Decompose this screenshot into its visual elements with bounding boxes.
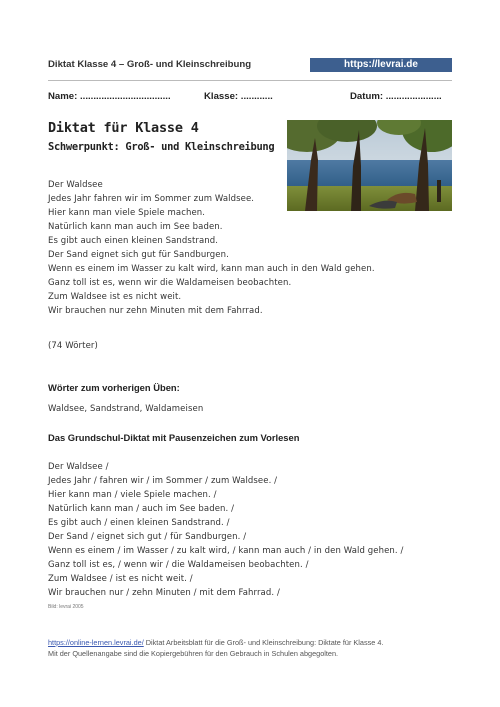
- dictation-line: Der Sand eignet sich gut für Sandburgen.: [48, 250, 229, 260]
- word-count: (74 Wörter): [48, 341, 98, 351]
- dictation-line: Es gibt auch einen kleinen Sandstrand.: [48, 236, 219, 246]
- url-badge[interactable]: https://levrai.de: [310, 58, 452, 72]
- footer-note: [48, 638, 458, 659]
- dictation-line: Jedes Jahr fahren wir im Sommer zum Waldsee.: [48, 194, 255, 204]
- read-aloud-line: Wir brauchen nur / zehn Minuten / mit dem Fahrrad. /: [48, 588, 280, 598]
- read-aloud-line: Hier kann man / viele Spiele machen. /: [48, 490, 217, 500]
- dictation-line: Zum Waldsee ist es nicht weit.: [48, 292, 182, 302]
- worksheet-header-title: Diktat Klasse 4 – Groß- und Kleinschreibung: [48, 59, 252, 70]
- practice-words: Waldsee, Sandstrand, Waldameisen: [48, 404, 204, 414]
- page-subtitle: Schwerpunkt: Groß- und Kleinschreibung: [48, 141, 275, 153]
- practice-heading: Wörter zum vorherigen Üben:: [48, 382, 180, 393]
- read-aloud-line: Jedes Jahr / fahren wir / im Sommer / zum Waldsee. /: [48, 476, 278, 486]
- dictation-text: [48, 178, 468, 318]
- footer-line-1: Diktat Arbeitsblatt für die Groß- und Kleinschreibung: Diktate für Klasse 4.: [143, 638, 384, 647]
- read-aloud-text: [48, 460, 468, 600]
- klasse-field: Klasse: ............: [204, 91, 273, 102]
- dictation-line: Wenn es einem im Wasser zu kalt wird, kann man auch in den Wald gehen.: [48, 264, 375, 274]
- page-title: Diktat für Klasse 4: [48, 120, 199, 136]
- read-aloud-line: Zum Waldsee / ist es nicht weit. /: [48, 574, 193, 584]
- read-aloud-heading: Das Grundschul-Diktat mit Pausenzeichen zum Vorlesen: [48, 432, 300, 443]
- read-aloud-line: Natürlich kann man / auch im See baden. /: [48, 504, 235, 514]
- read-aloud-line: Wenn es einem / im Wasser / zu kalt wird, / kann man auch / in den Wald gehen. /: [48, 546, 404, 556]
- footer-line-2: Mit der Quellenangabe sind die Kopiergebühren für den Gebrauch in Schulen abgegolten.: [48, 648, 339, 658]
- read-aloud-line: Der Sand / eignet sich gut / für Sandburgen. /: [48, 532, 247, 542]
- read-aloud-line: Es gibt auch / einen kleinen Sandstrand. /: [48, 518, 230, 528]
- image-credit: Bild: levrai 2005: [48, 604, 84, 610]
- footer-link[interactable]: https://online-lernen.levrai.de/: [48, 638, 144, 647]
- dictation-line: Ganz toll ist es, wenn wir die Waldameisen beobachten.: [48, 278, 292, 288]
- dictation-line: Der Waldsee: [48, 180, 103, 190]
- read-aloud-line: Der Waldsee /: [48, 462, 109, 472]
- read-aloud-line: Ganz toll ist es, / wenn wir / die Waldameisen beobachten. /: [48, 560, 309, 570]
- dictation-line: Hier kann man viele Spiele machen.: [48, 208, 206, 218]
- header-divider: [48, 80, 452, 81]
- dictation-line: Wir brauchen nur zehn Minuten mit dem Fahrrad.: [48, 306, 263, 316]
- name-field: Name: ..................................: [48, 91, 171, 102]
- dictation-line: Natürlich kann man auch im See baden.: [48, 222, 223, 232]
- datum-field: Datum: .....................: [350, 91, 442, 102]
